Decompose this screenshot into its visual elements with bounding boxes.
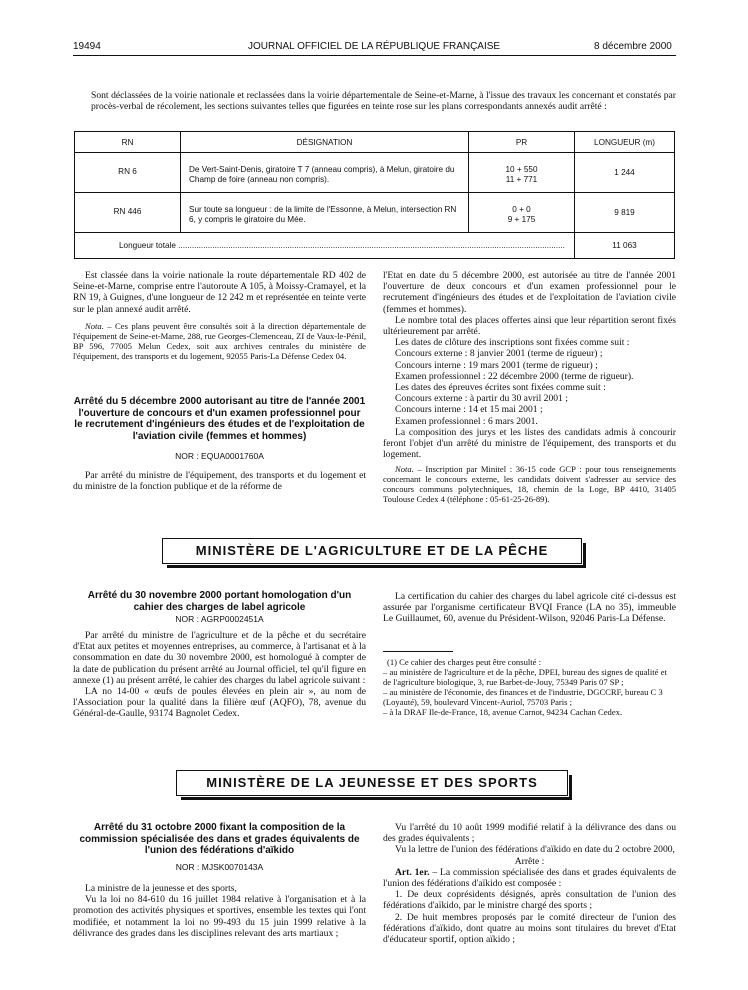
arrete-aikido-body: Vu l'arrêté du 10 août 1999 modifié relatif à la délivrance des dans ou des grades équivalents ; Vu la lettre de l'union des fédérations d'aïkido en date du 2 octobre 2000, Arrête : Art. 1er. – La commission spécialisée des dans et grades équivalents de l'union des fédérations d'aïkido est composée : 1. De deux coprésidents désignés, après consultation de l'union des fédérations d'aïkido, par le ministre chargé des sports ; 2. De huit membres proposés par le comité directeur de l'union des fédérations d'aïkido, dont quatre au moins sont titulaires du brevet d'Etat d'éducateur sportif, option aïkido ; — [383, 822, 677, 946]
table-header-row — [75, 132, 675, 153]
nota-plans: Nota. – Ces plans peuvent être consultés soit à la direction départementale de l'équipement de Seine-et-Marne, 288, rue Georges-Clemenceau, ZI de Vaux-le-Pénil, BP 596, 77005 Melun Cedex, soit aux archives centrales du ministère de l'équipement, des transports et du logement, 92055 Paris-La Défense Cedex 04. — [73, 320, 366, 361]
cell-rn: RN 446 — [75, 193, 181, 233]
arrete-aikido-title: Arrêté du 31 octobre 2000 fixant la composition de la commission spécialisée des dans et grades équivalents de l'union des fédérations d'aïkido — [79, 822, 360, 856]
total-row — [75, 233, 675, 259]
total-label: Longueur totale .......................................................................................................................................................................... — [75, 233, 575, 259]
col-longueur: LONGUEUR (m) — [575, 132, 675, 153]
header-rule — [73, 55, 676, 56]
arrete-word: Arrête : — [514, 855, 545, 867]
ministry-jeunesse-heading: MINISTÈRE DE LA JEUNESSE ET DES SPORTS — [176, 770, 568, 796]
total-value: 11 063 — [575, 233, 675, 259]
table-row — [75, 153, 675, 193]
nor-label: NOR : AGRP0002451A — [175, 614, 264, 624]
journal-title: JOURNAL OFFICIEL DE LA RÉPUBLIQUE FRANÇAISE — [248, 41, 501, 52]
cell-pr: 0 + 0 9 + 175 — [469, 193, 575, 233]
arrete-aviation-intro: Par arrêté du ministre de l'équipement, des transports et du logement et du ministre de la fonction publique et de la réforme de — [73, 470, 366, 493]
issue-date: 8 décembre 2000 — [594, 41, 672, 52]
intro-text: Sont déclassées de la voirie nationale et reclassées dans la voirie départementale de Seine-et-Marne, à l'issue des travaux les concernant et constatés par procès-verbal de récolement, les sections suivantes telles que figurées en teinte rose sur les plans correspondants annexés audit arrêté : — [91, 90, 676, 113]
arrete-label-certification: La certification du cahier des charges du label agricole cité ci-dessus est assurée par l'organisme certificateur BVQI France (LA no 35), immeuble Le Guillaumet, 60, avenue du Président-Wilson, 92046 Paris-La Défense. — [383, 591, 676, 625]
classement-text: Est classée dans la voirie nationale la route départementale RD 402 de Seine-et-Marne, comprise entre l'autoroute A 105, à Moissy-Cramayel, et la RN 19, à Guignes, d'une longueur de 12 242 m et représentée en teinte verte sur le plan annexé audit arrêté. Nota. – Ces plans peuvent être consultés soit à la direction départementale de l'équipement de Seine-et-Marne, 288, rue Georges-Clemenceau, ZI de Vaux-le-Pénil, BP 596, 77005 Melun Cedex, soit aux archives centrales du ministère de l'équipement, des transports et du logement, 92055 Paris-La Défense Cedex 04. — [73, 270, 366, 361]
cell-longueur: 9 819 — [575, 193, 675, 233]
arrete-aikido-visas: La ministre de la jeunesse et des sports, Vu la loi no 84-610 du 16 juillet 1984 relative à l'organisation et à la promotion des activités physiques et sportives, ensemble les textes qui l'ont modifiée, et notamment la loi no 99-493 du 15 juin 1999 relative à la délivrance des grades dans les disciplines relevant des arts martiaux ; — [73, 883, 366, 939]
arrete-label-body: Par arrêté du ministre de l'agriculture et de la pêche et du secrétaire d'Etat aux petites et moyennes entreprises, au commerce, à l'artisanat et à la consommation en date du 30 novembre 2000, est homologué à compter de la date de publication du présent arrêté au Journal officiel, tel qu'il figure en annexe (1) au présent arrêté, le cahier des charges du label agricole suivant : LA no 14-00 « œufs de poules élevées en plein air », au nom de l'Association pour la qualité dans la filière œuf (AQFO), 78, avenue du Général-de-Gaulle, 93174 Bagnolet Cedex. — [73, 630, 366, 720]
arrete-label-title: Arrêté du 30 novembre 2000 portant homologation d'un cahier des charges de label agricole — [87, 590, 352, 613]
footnote-rule — [383, 651, 453, 652]
cell-designation: De Vert-Saint-Denis, giratoire T 7 (anneau compris), à Melun, giratoire du Champ de foire (anneau non compris). — [181, 153, 469, 193]
arrete-aviation-body: l'Etat en date du 5 décembre 2000, est autorisée au titre de l'année 2001 l'ouverture de deux concours et d'un examen professionnel pour le recrutement d'ingénieurs des études et de l'exploitation de l'aviation civile (femmes et hommes). Le nombre total des places offertes ainsi que leur répartition seront fixés ultérieurement par arrêté. Les dates de clôture des inscriptions sont fixées comme suit : Concours externe : 8 janvier 2001 (terme de rigueur) ; Concours interne : 19 mars 2001 (terme de rigueur) ; Examen professionnel : 22 décembre 2000 (terme de rigueur). Les dates des épreuves écrites sont fixées comme suit : Concours externe : à partir du 30 avril 2001 ; Concours interne : 14 et 15 mai 2001 ; Examen professionnel : 6 mars 2001. La composition des jurys et les listes des candidats admis à concourir feront l'objet d'un arrêté du ministre de l'équipement, des transports et du logement. Nota. – Inscription par Minitel : 36-15 code GCP : pour tous renseignements concernant le concours externe, les candidats doivent s'adresser au service des concours communs polytechniques, 18, chemin de la Loge, BP 4410, 31405 Toulouse Cedex 4 (téléphone : 05-61-25-26-89). — [383, 270, 676, 505]
cell-pr: 10 + 550 11 + 771 — [469, 153, 575, 193]
col-pr: PR — [469, 132, 575, 153]
arrete-aviation-title: Arrêté du 5 décembre 2000 autorisant au titre de l'année 2001 l'ouverture de concours et d'un examen professionnel pour le recrutement d'ingénieurs des études et de l'exploitation de l'aviation civile (femmes et hommes) — [73, 396, 366, 442]
page-number: 19494 — [73, 41, 101, 52]
ministry-agriculture-heading: MINISTÈRE DE L'AGRICULTURE ET DE LA PÊCHE — [162, 538, 582, 564]
nor-aikido: NOR : MJSK0070143A — [175, 862, 264, 872]
nota-minitel: Nota. – Inscription par Minitel : 36-15 code GCP : pour tous renseignements concernant le concours externe, les candidats doivent s'adresser au service des concours communs polytechniques, 18, chemin de la Loge, BP 4410, 31405 Toulouse Cedex 4 (téléphone : 05-61-25-26-89). — [383, 464, 676, 505]
cell-designation: Sur toute sa longueur : de la limite de l'Essonne, à Melun, intersection RN 6, y compris le giratoire du Mée. — [181, 193, 469, 233]
col-rn: RN — [75, 132, 181, 153]
article-1: Art. 1er. – La commission spécialisée des dans et grades équivalents de l'union des fédérations d'aïkido est composée : — [383, 866, 677, 890]
road-sections-table — [74, 131, 675, 259]
nor-aviation: NOR : EQUA0001760A — [175, 451, 264, 461]
footnote: (1) Ce cahier des charges peut être consulté : – au ministère de l'agriculture et de la pêche, DPEI, bureau des signes de qualité et de l'agriculture biologique, 3, rue Barbet-de-Jouy, 75349 Paris 07 SP ; – au ministère de l'économie, des finances et de l'industrie, DGCCRF, bureau C 3 (Loyauté), 59, boulevard Vincent-Auriol, 75703 Paris ; – à la DRAF Ile-de-France, 18, avenue Carnot, 94234 Cachan Cedex. — [383, 657, 667, 717]
col-designation: DÉSIGNATION — [181, 132, 469, 153]
cell-rn: RN 6 — [75, 153, 181, 193]
cell-longueur: 1 244 — [575, 153, 675, 193]
table-row — [75, 193, 675, 233]
